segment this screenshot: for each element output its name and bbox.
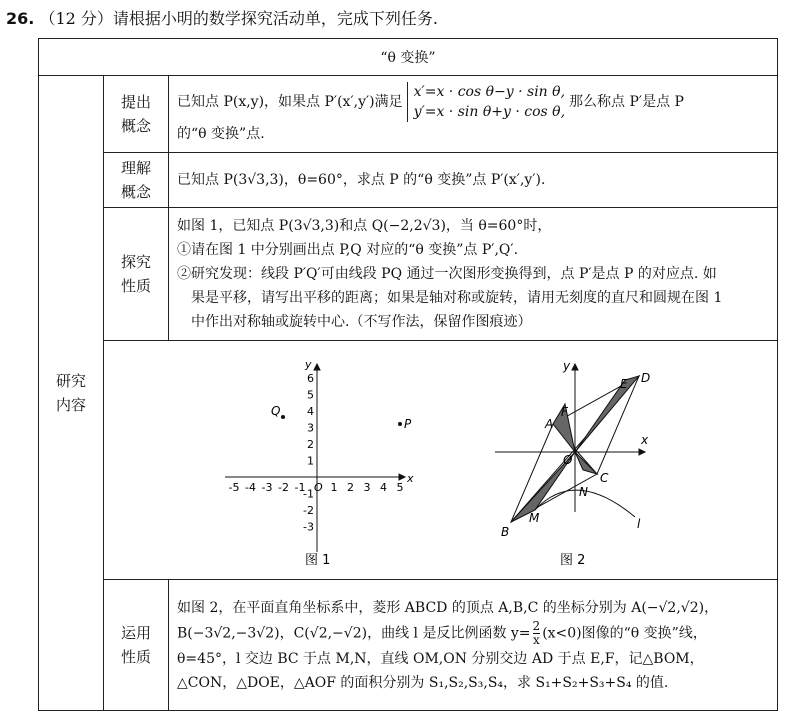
- fraction-2-over-x: [533, 620, 541, 647]
- fig1-point-P: [398, 422, 402, 426]
- row-content-apply: [169, 580, 778, 711]
- row-label-apply: 运用 性质: [104, 580, 169, 711]
- fig2-label-N: N: [579, 485, 588, 499]
- fig2-label-M: M: [529, 511, 540, 525]
- fig1-x-tick-label: -2: [278, 481, 289, 494]
- question-number: 26.: [6, 9, 35, 28]
- fig1-label-P: P: [404, 417, 412, 431]
- fig1-x-tick-label: -4: [245, 481, 256, 494]
- figure1: [225, 364, 405, 552]
- row-content-understand: 已知点 P(3√3,3)，θ=60°，求点 P 的“θ 变换”点 P′(x′,y′).: [169, 153, 778, 208]
- fig1-y-arrow: [314, 364, 320, 370]
- explore-line: ②研究发现：线段 P′Q′可由线段 PQ 通过一次图形变换得到，点 P′是点 P 的对应点. 如: [177, 266, 717, 282]
- fig2-y-arrow: [572, 364, 578, 370]
- propose-line2: 的“θ 变换”点.: [177, 126, 265, 142]
- fig1-x-tick-label: 4: [380, 481, 387, 494]
- fig1-y-tick-label: 6: [307, 372, 314, 385]
- fig1-x-tick-label: 1: [330, 481, 338, 494]
- fig1-ticks: [229, 372, 404, 534]
- row-label-understand: 理解 概念: [104, 153, 169, 208]
- fig1-x-tick-label: O: [314, 481, 323, 494]
- fig1-x-label: x: [407, 472, 414, 485]
- fig2-label-l: l: [637, 517, 641, 531]
- equation-2: y′=x · sin θ+y · cos θ,: [413, 104, 566, 120]
- fig2-label-D: D: [641, 371, 651, 385]
- fig1-caption: 图 1: [305, 553, 331, 568]
- fraction-num: 2: [532, 618, 541, 633]
- fig1-x-tick-label: -3: [261, 481, 273, 494]
- apply-line-2a: B(−3√2,−3√2)，C(√2,−√2)，曲线 l 是反比例函数 y=: [177, 625, 531, 641]
- fig2-label-C: C: [600, 471, 609, 485]
- question-intro: （12 分）请根据小明的数学探究活动单，完成下列任务.: [39, 9, 438, 28]
- fig2-x-arrow: [639, 449, 645, 455]
- research-label: 研究 内容: [39, 76, 104, 711]
- explore-line: ①请在图 1 中分别画出点 P,Q 对应的“θ 变换”点 P′,Q′.: [177, 242, 519, 258]
- row-content-propose: [169, 76, 778, 153]
- triangle-CON: [575, 452, 597, 474]
- fig2-label-O: O: [563, 453, 573, 467]
- apply-line: △CON，△DOE，△AOF 的面积分别为 S₁,S₂,S₃,S₄，求 S₁+S₂+S₃+S₄ 的值.: [177, 674, 669, 691]
- row-content-explore: [169, 208, 778, 341]
- triangle-DOE: [575, 376, 639, 452]
- table-title: “θ 变换”: [39, 39, 778, 76]
- activity-table: [38, 38, 778, 711]
- propose-suffix: 那么称点 P′是点 P: [569, 94, 684, 110]
- fig2-label-B: B: [501, 525, 510, 539]
- equation-1: x′=x · cos θ−y · sin θ,: [413, 84, 566, 100]
- question-header: [6, 6, 438, 29]
- fig1-y-tick-label: 3: [307, 421, 314, 435]
- fig2-label-x: x: [641, 433, 649, 447]
- propose-prefix: 已知点 P(x,y)，如果点 P′(x′,y′)满足: [177, 94, 403, 110]
- apply-line-2b: (x<0)图像的“θ 变换”线，: [542, 625, 707, 641]
- fig1-y-tick-label: -3: [303, 520, 314, 534]
- fraction-den: x: [532, 632, 540, 647]
- fig1-x-tick-label: -5: [228, 481, 240, 494]
- fig1-x-tick-label: 3: [363, 481, 371, 494]
- fig1-y-tick-label: 4: [307, 405, 314, 418]
- fig1-x-tick-label: -1: [294, 481, 306, 494]
- fig2-caption: 图 2: [560, 553, 586, 568]
- figures-svg: [105, 342, 765, 578]
- fig1-y-tick-label: 5: [307, 388, 314, 402]
- explore-line: 如图 1，已知点 P(3√3,3)和点 Q(−2,2√3)，当 θ=60°时，: [177, 218, 552, 234]
- figures-cell: [104, 341, 778, 580]
- explore-line: 果是平移，请写出平移的距离；如果是轴对称或旋转，请用无刻度的直尺和圆规在图 1: [191, 290, 723, 306]
- fig1-y-label: y: [305, 358, 312, 371]
- row-label-explore: 探究 性质: [104, 208, 169, 341]
- fig1-y-tick-label: 1: [307, 454, 314, 468]
- fig1-x-tick-label: 5: [396, 481, 404, 494]
- fig2-label-E: E: [620, 377, 628, 391]
- fig2-label-y: y: [563, 359, 571, 373]
- fig1-y-tick-label: -2: [303, 504, 314, 517]
- fig2-label-F: F: [561, 405, 568, 419]
- apply-line: θ=45°，l 交边 BC 于点 M,N，直线 OM,ON 分别交边 AD 于点 E,F，记△BOM，: [177, 650, 704, 667]
- fig1-x-arrow: [399, 474, 405, 480]
- apply-line: 如图 2，在平面直角坐标系中，菱形 ABCD 的顶点 A,B,C 的坐标分别为 A(−√2,√2)，: [177, 599, 719, 616]
- equation-system: [407, 82, 565, 122]
- explore-line: 中作出对称轴或旋转中心.（不写作法，保留作图痕迹）: [191, 314, 532, 330]
- fig2-label-A: A: [545, 417, 554, 431]
- fig1-y-tick-label: -1: [303, 487, 314, 501]
- apply-line: [177, 620, 769, 647]
- fig1-x-tick-label: 2: [347, 481, 354, 494]
- fig1-point-Q: [281, 415, 285, 419]
- figures-wrap: [105, 342, 776, 578]
- fig1-y-tick-label: 2: [307, 438, 314, 451]
- row-label-propose: 提出 概念: [104, 76, 169, 153]
- fig1-label-Q: Q: [271, 404, 281, 418]
